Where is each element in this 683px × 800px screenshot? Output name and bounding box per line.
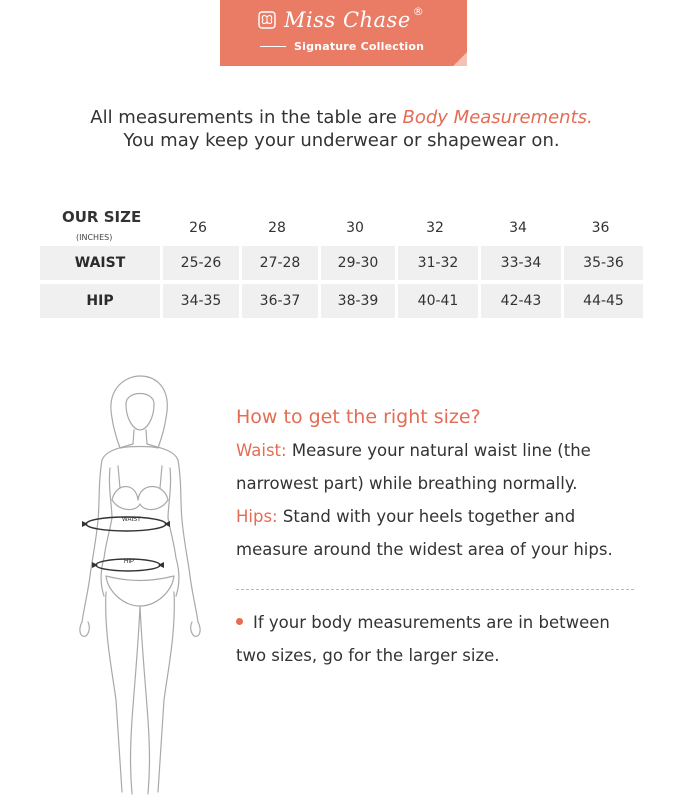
table-cell: 34-35: [163, 284, 239, 318]
table-cell: 31-32: [398, 246, 478, 280]
table-cell: 42-43: [481, 284, 561, 318]
torso-outline: [82, 444, 133, 622]
table-cell: 40-41: [398, 284, 478, 318]
waist-row-label: WAIST: [40, 246, 160, 280]
banner-fold-corner: [453, 52, 467, 66]
waist-instruction: [236, 434, 646, 467]
intro-line-1-prefix: All measurements in the table are: [90, 107, 403, 128]
tip-text-2: two sizes, go for the larger size.: [236, 646, 500, 665]
waist-heading: Waist:: [236, 441, 287, 460]
brand-name: Miss Chase: [284, 8, 411, 32]
hips-instruction: [236, 500, 646, 533]
hips-text-2: measure around the widest area of your hips.: [236, 540, 613, 559]
legs-outline: [106, 592, 175, 794]
size-header-cell: 30: [346, 220, 364, 236]
size-header-cell: 26: [189, 220, 207, 236]
brand-subtitle-row: [260, 40, 424, 53]
waist-tape: [82, 517, 170, 531]
tip-line-1: [236, 606, 646, 639]
subtitle-divider: [260, 46, 286, 47]
hair-outline: [111, 376, 167, 448]
bullet-dot-icon: [236, 618, 243, 625]
body-figure-illustration: [60, 370, 230, 800]
waist-text-1: Measure your natural waist line (the: [286, 441, 591, 460]
dashed-divider: [236, 589, 634, 590]
waist-row: [40, 246, 644, 282]
left-hand: [80, 622, 89, 636]
hip-tape-label: HIP: [124, 559, 135, 565]
inches-unit-label: (INCHES): [76, 233, 113, 242]
bra-straps: [118, 466, 162, 488]
hips-text-1: Stand with your heels together and: [277, 507, 576, 526]
intro-line-2: You may keep your underwear or shapewear on.: [123, 130, 560, 151]
size-header-cell: 36: [591, 220, 610, 236]
waist-tape-label: WAIST: [122, 517, 141, 523]
waist-text-2: narrowest part) while breathing normally.: [236, 474, 578, 493]
size-header-row: [40, 208, 644, 244]
table-cell: 36-37: [242, 284, 318, 318]
table-cell: 25-26: [163, 246, 239, 280]
table-cell: 33-34: [481, 246, 561, 280]
table-cell: 38-39: [321, 284, 395, 318]
size-header-cell: 32: [426, 220, 444, 236]
brand-banner: [220, 0, 467, 66]
our-size-label: OUR SIZE: [62, 208, 142, 226]
guide-title: How to get the right size?: [236, 406, 481, 428]
butterfly-logo-icon: [258, 11, 276, 29]
table-cell: 44-45: [564, 284, 643, 318]
size-header-cell: 34: [509, 220, 527, 236]
table-cell: 29-30: [321, 246, 395, 280]
right-hand: [191, 622, 200, 636]
sizing-tip: [236, 606, 646, 672]
our-size-header: [40, 208, 160, 244]
briefs-outline: [106, 576, 174, 606]
hips-heading: Hips:: [236, 507, 278, 526]
brand-subtitle: Signature Collection: [294, 40, 425, 53]
table-cell: 27-28: [242, 246, 318, 280]
body-measurements-emphasis: Body Measurements.: [402, 107, 593, 128]
table-cell: 35-36: [564, 246, 643, 280]
hip-row-label: HIP: [40, 284, 160, 318]
bra-outline: [112, 487, 168, 510]
intro-text: [0, 106, 683, 152]
size-header-cell: 28: [268, 220, 286, 236]
neck-outline: [133, 430, 147, 444]
size-chart-table: [40, 208, 644, 322]
brand-row: [258, 4, 424, 32]
registered-mark: ®: [412, 4, 424, 18]
torso-outline-right: [147, 444, 198, 622]
hip-row: [40, 284, 644, 320]
intro-line-1: [0, 106, 683, 129]
face-outline: [126, 394, 154, 431]
sizing-guide: [236, 400, 646, 566]
tip-text-1: If your body measurements are in between: [253, 613, 610, 632]
